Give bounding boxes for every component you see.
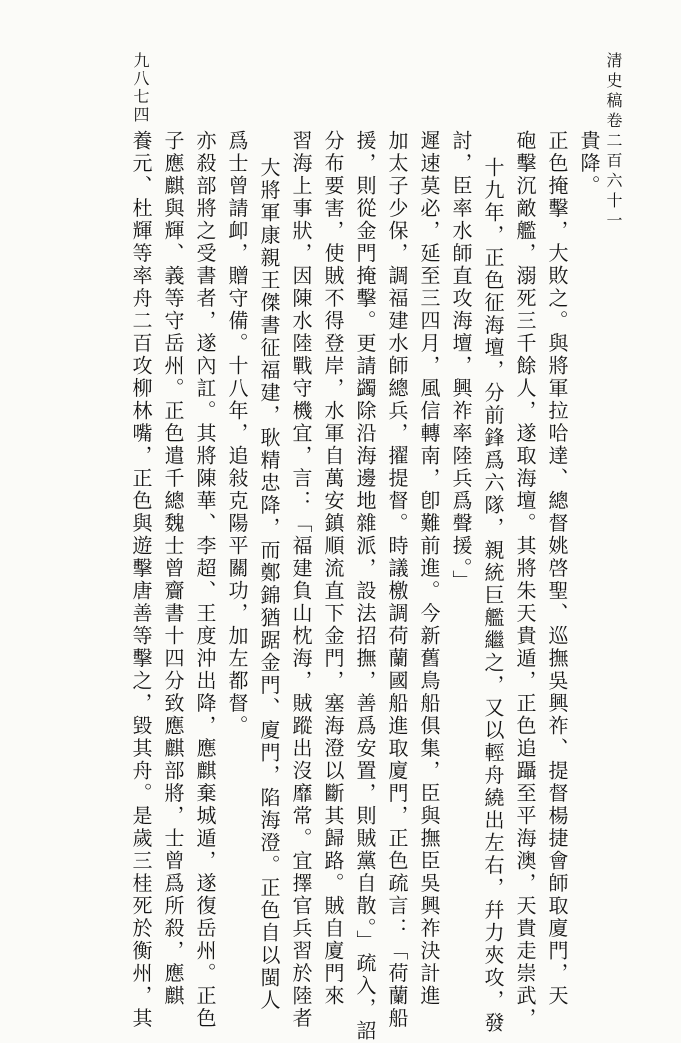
text-column-3: 亦殺部將之受書者，遂內訌。其將陳華、李超、王度沖出降，應麒棄城遁，遂復岳州。正色	[193, 130, 217, 1030]
text-column-9: 加太子少保，調福建水師總兵，擢提督。時議檄調荷蘭國船進取廈門，正色疏言：「荷蘭船	[385, 130, 409, 1030]
text-column-2: 子應麒與輝、義等守岳州。正色遣千總魏士曾齎書十四分致應麒部將，士曾爲所殺，應麒	[161, 130, 185, 1008]
text-column-8: 援，則從金門掩擊。更請蠲除沿海邊地雜派，設法招撫，善爲安置，則賊黨自散。」疏入，詔	[353, 130, 377, 1043]
text-column-14: 正色掩擊，大敗之。與將軍拉哈達、總督姚啓聖、巡撫吳興祚、提督楊捷會師取廈門，天	[545, 130, 569, 1008]
text-column-4: 爲士曾請卹，贈守備。十八年，追敍克陽平關功，加左都督。	[225, 130, 249, 738]
text-column-12: 十九年，正色征海壇，分前鋒爲六隊，親統巨艦繼之，又以輕舟繞出左右，幷力夾攻，發	[481, 157, 505, 1035]
text-column-7: 分布要害，使賊不得登岸，水軍自萬安鎮順流直下金門，塞海澄以斷其歸路。賊自廈門來	[321, 130, 345, 1008]
running-title: 清史稿卷二百六十一	[604, 52, 623, 232]
text-column-13: 砲擊沉敵艦，溺死三千餘人，遂取海壇。其將朱天貴遁，正色追躡至平海澳，天貴走崇武，	[513, 130, 537, 1030]
text-column-11: 討，臣率水師直攻海壇，興祚率陸兵爲聲援。」	[449, 130, 473, 593]
text-column-5: 大將軍康親王傑書征福建，耿精忠降，而鄭錦猶踞金門、廈門，陷海澄。正色自以閩人	[257, 157, 281, 1012]
text-column-6: 習海上事狀，因陳水陸戰守機宜，言：「福建負山枕海，賊蹤出沒靡常。宜擇官兵習於陸者	[289, 130, 313, 1030]
text-column-15: 貴降。	[577, 130, 601, 198]
text-column-10: 遲速莫必，延至三四月，風信轉南，卽難前進。今新舊鳥船俱集，臣與撫臣吳興祚決計進	[417, 130, 441, 1008]
page-number: 九八七四	[131, 52, 150, 124]
text-column-1: 養元、杜輝等率舟二百攻柳林嘴，正色與遊擊唐善等擊之，毀其舟。是歲三桂死於衡州，其	[129, 130, 153, 1030]
